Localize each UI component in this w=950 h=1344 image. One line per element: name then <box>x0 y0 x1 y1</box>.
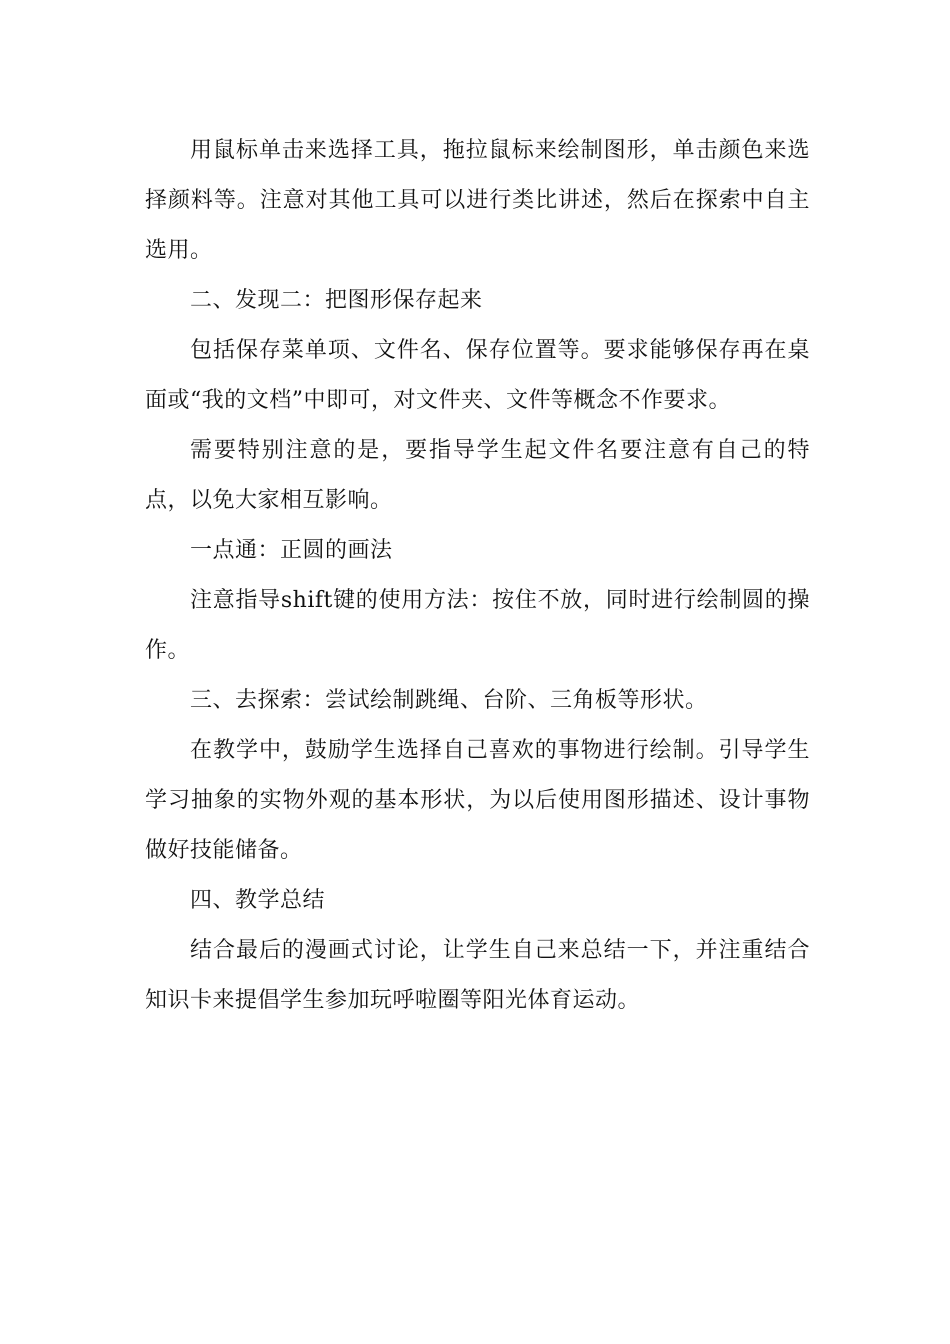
heading-explore: 三、去探索：尝试绘制跳绳、台阶、三角板等形状。 <box>190 688 708 713</box>
paragraph-save-menu: 包括保存菜单项、文件名、保存位置等。要求能够保存再在桌面或“我的文档”中即可，对文件夹、文件等概念不作要求。 <box>145 338 810 413</box>
paragraph-teaching: 在教学中，鼓励学生选择自己喜欢的事物进行绘制。引导学生学习抽象的实物外观的基本形状，为以后使用图形描述、设计事物做好技能储备。 <box>145 738 810 863</box>
heading-summary: 四、教学总结 <box>190 888 326 913</box>
paragraph-shift-key: 注意指导shift键的使用方法：按住不放，同时进行绘制圆的操作。 <box>145 588 810 663</box>
heading-discovery-two: 二、发现二：把图形保存起来 <box>190 288 483 313</box>
heading-circle-tip: 一点通：正圆的画法 <box>190 538 393 563</box>
paragraph-summary: 结合最后的漫画式讨论，让学生自己来总结一下，并注重结合知识卡来提倡学生参加玩呼啦圈等阳光体育运动。 <box>145 938 810 1013</box>
document-body <box>145 126 810 1026</box>
paragraph-filename-note: 需要特别注意的是，要指导学生起文件名要注意有自己的特点，以免大家相互影响。 <box>145 438 810 513</box>
paragraph-tool-usage: 用鼠标单击来选择工具，拖拉鼠标来绘制图形，单击颜色来选择颜料等。注意对其他工具可以进行类比讲述，然后在探索中自主选用。 <box>145 138 810 263</box>
